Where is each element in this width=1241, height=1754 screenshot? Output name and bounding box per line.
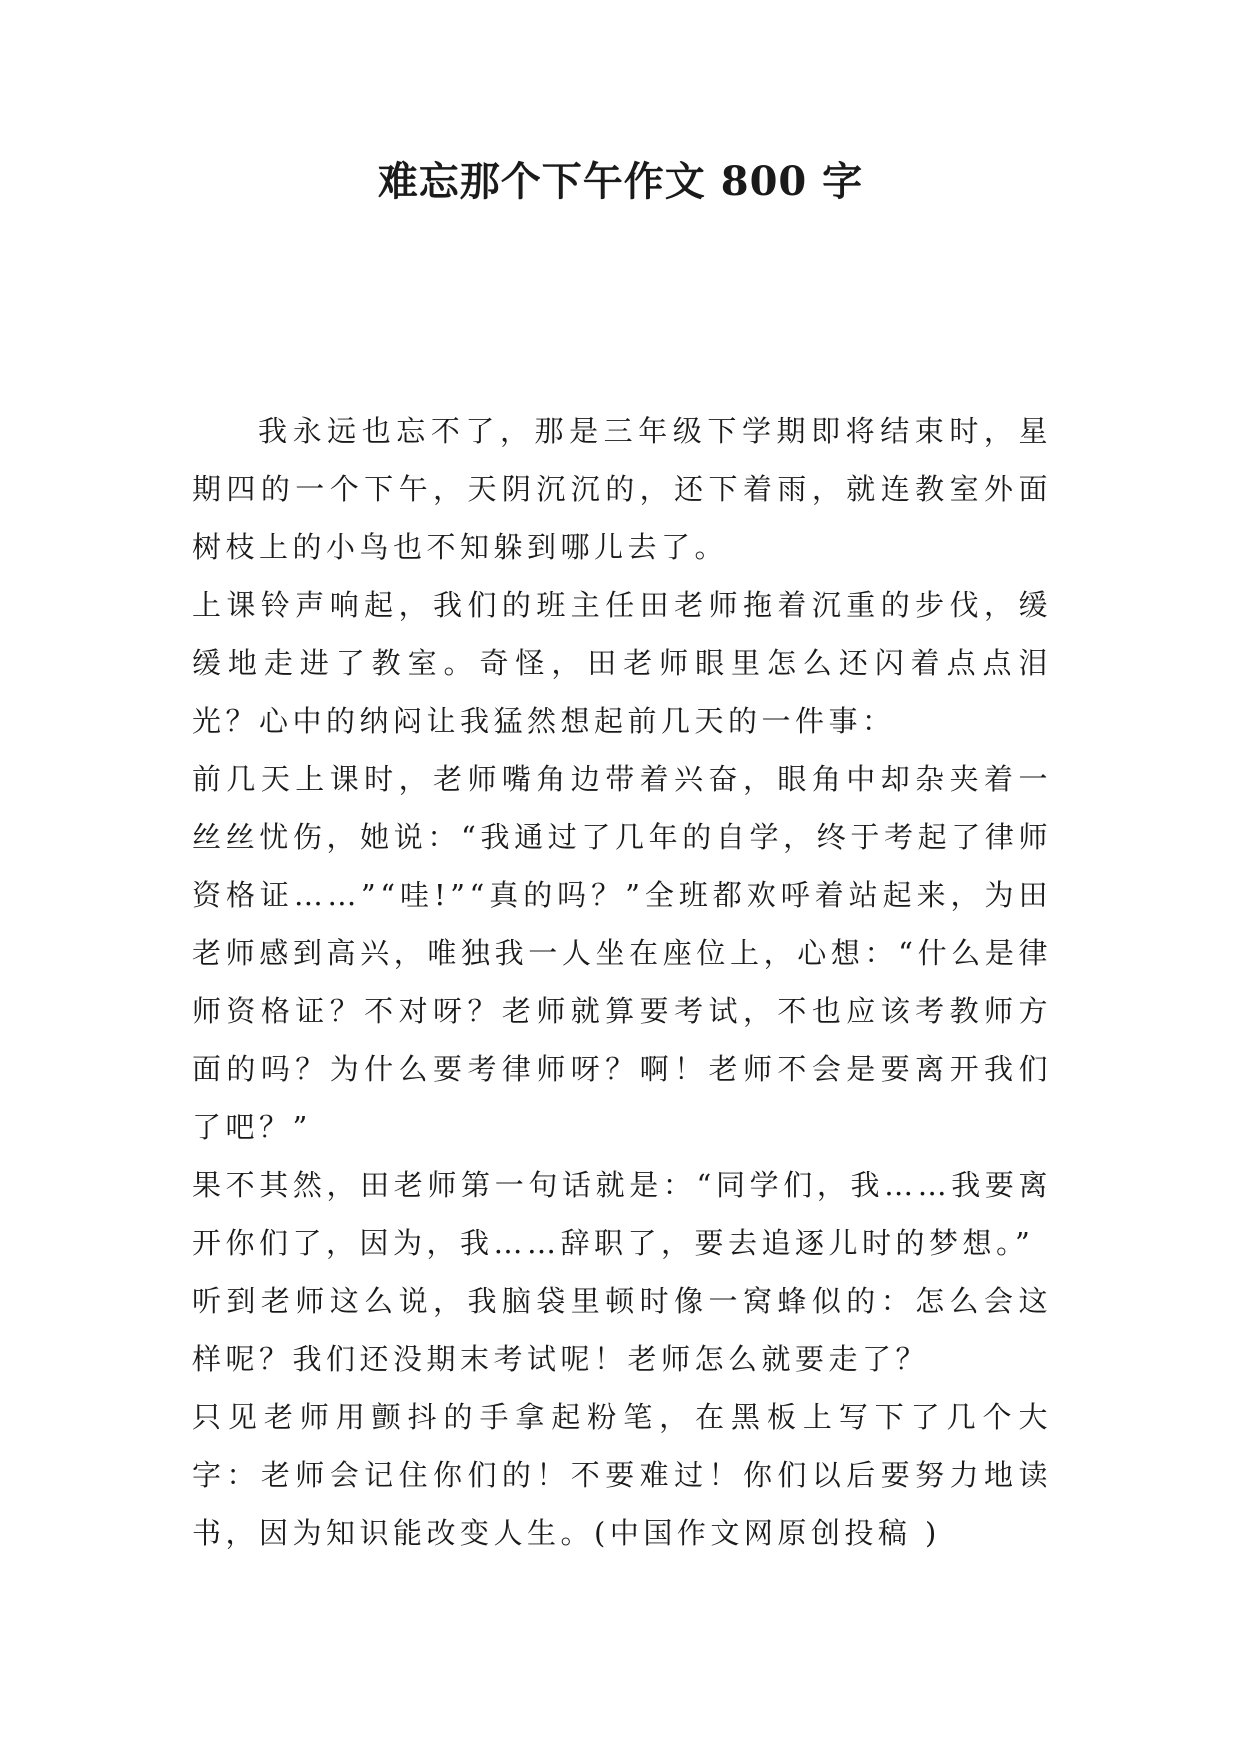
- document-body: [192, 402, 1052, 1562]
- paragraph-2: 上课铃声响起，我们的班主任田老师拖着沉重的步伐，缓缓地走进了教室。奇怪，田老师眼里怎么还闪着点点泪光？心中的纳闷让我猛然想起前几天的一件事：: [192, 588, 1052, 738]
- paragraph-1: 我永远也忘不了，那是三年级下学期即将结束时，星期四的一个下午，天阴沉沉的，还下着雨，就连教室外面树枝上的小鸟也不知躲到哪儿去了。: [192, 414, 1052, 564]
- paragraph-3: 前几天上课时，老师嘴角边带着兴奋，眼角中却杂夹着一丝丝忧伤，她说：“我通过了几年的自学，终于考起了律师资格证……”“哇!”“真的吗？”全班都欢呼着站起来，为田老师感到高兴，唯独我一人坐在座位上，心想：“什么是律师资格证？不对呀？老师就算要考试，不也应该考教师方面的吗？为什么要考律师呀？啊！老师不会是要离开我们了吧？”: [192, 762, 1052, 1144]
- document-title: 难忘那个下午作文 800 字: [377, 158, 864, 205]
- paragraph-4: 果不其然，田老师第一句话就是：“同学们，我……我要离开你们了，因为，我……辞职了，要去追逐儿时的梦想。”: [192, 1168, 1052, 1260]
- paragraph-5: 听到老师这么说，我脑袋里顿时像一窝蜂似的：怎么会这样呢？我们还没期末考试呢！老师怎么就要走了？: [192, 1284, 1052, 1376]
- paragraph-6: 只见老师用颤抖的手拿起粉笔，在黑板上写下了几个大字：老师会记住你们的！不要难过！你们以后要努力地读书，因为知识能改变人生。(中国作文网原创投稿 ): [192, 1400, 1052, 1550]
